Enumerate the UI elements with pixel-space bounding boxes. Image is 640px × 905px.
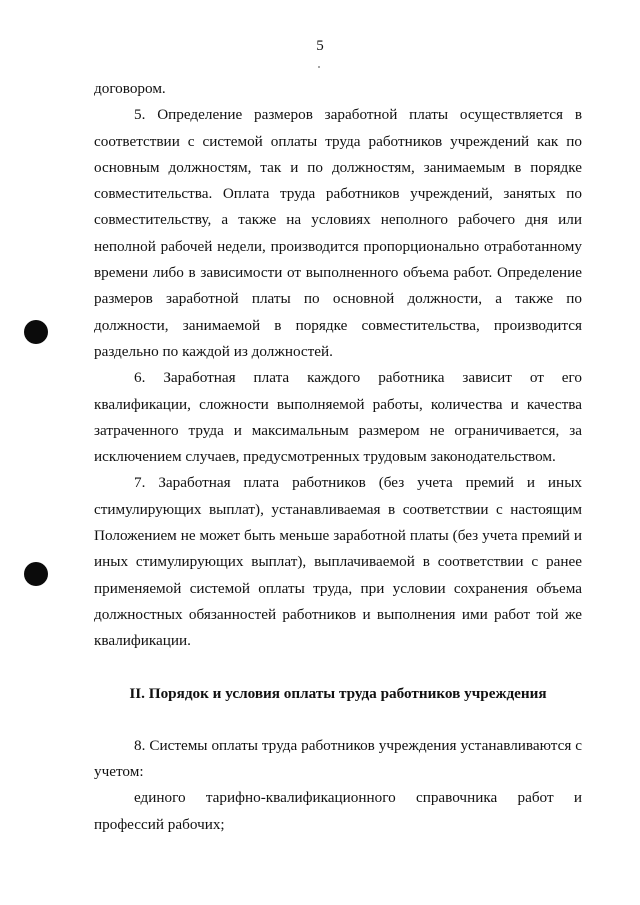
paragraph-7: 7. Заработная плата работников (без учета премий и иных стимулирующих выплат), устанавливаемая в соответствии с настоящим Положением не может быть меньше заработной платы (без учета премий и иных стимулирующих выплат), выплачиваемой в соответствии с ранее применяемой системой оплаты труда, при условии сохранения объема должностных обязанностей работников и выполнения ими работ той же квалификации. bbox=[94, 474, 582, 650]
paragraph-8-item-1: единого тарифно-квалификационного справочника работ и профессий рабочих; bbox=[94, 789, 582, 833]
document-body bbox=[94, 76, 582, 838]
paragraph-8: 8. Системы оплаты труда работников учреждения устанавливаются с учетом: bbox=[94, 736, 582, 781]
paragraph-5: 5. Определение размеров заработной платы осуществляется в соответствии с системой оплаты труда работников учреждений как по основным должностям, так и по должностям, занимаемым в порядке совместительства. Оплата труда работников учреждений, занятых по совместительству, а также на условиях неполного рабочего дня или неполной рабочей недели, производится пропорционально отработанному времени либо в зависимости от выполненного объема работ. Определение размеров заработной платы по основной должности, а также по должности, занимаемой в порядке совместительства, производится раздельно по каждой из должностей. bbox=[94, 106, 582, 360]
section-heading: II. Порядок и условия оплаты труда работников учреждения bbox=[129, 684, 547, 702]
paragraph-6: 6. Заработная плата каждого работника зависит от его квалификации, сложности выполняемой работы, количества и качества затраченного труда и максимальным размером не ограничивается, за исключением случаев, предусмотренных трудовым законодательством. bbox=[94, 369, 582, 466]
continuation-text: договором. bbox=[94, 80, 166, 97]
punch-hole-top bbox=[24, 320, 48, 344]
punch-hole-bottom bbox=[24, 562, 48, 586]
page-number: 5 bbox=[316, 38, 324, 54]
scan-artifact bbox=[318, 66, 320, 68]
